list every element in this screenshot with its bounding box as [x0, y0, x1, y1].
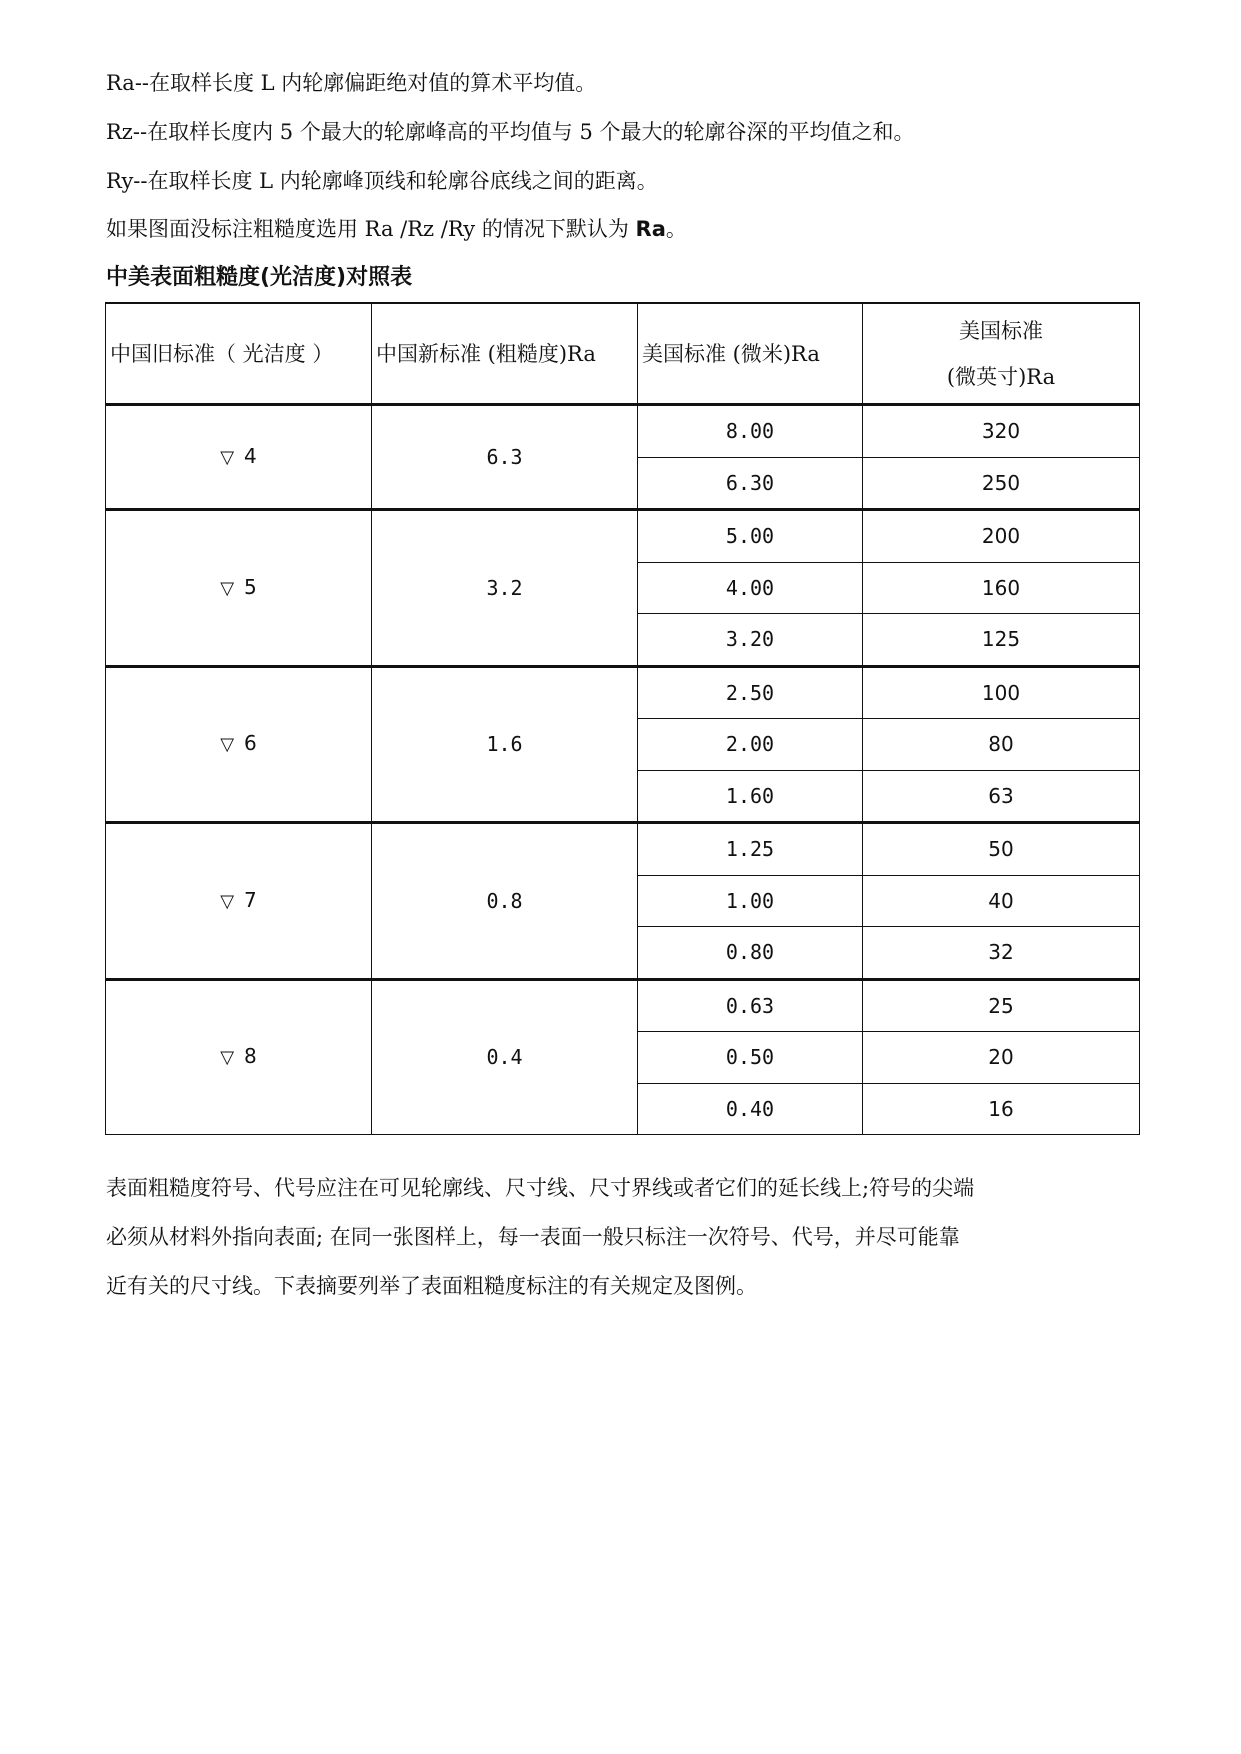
us-ra-microinch: 32 [863, 927, 1140, 980]
finish-triangle-icon: ▽ [220, 1047, 235, 1069]
default-note-ra: Ra [635, 217, 666, 241]
grade-value: 4 [244, 444, 257, 468]
grade-value: 5 [244, 574, 257, 599]
table-row [106, 979, 1140, 1032]
header-new-china: 中国新标准 (粗糙度)Ra [372, 303, 638, 405]
us-ra-micron: 5.00 [638, 510, 863, 563]
us-ra-microinch: 25 [863, 979, 1140, 1032]
us-ra-micron: 4.00 [638, 562, 863, 614]
new-standard-ra: 0.4 [372, 979, 638, 1135]
us-ra-microinch: 80 [863, 719, 1140, 771]
default-note-text: 如果图面没标注粗糙度选用 Ra /Rz /Ry 的情况下默认为 [106, 217, 629, 241]
us-ra-micron: 1.00 [638, 875, 863, 927]
new-standard-ra: 6.3 [372, 405, 638, 510]
default-note [106, 214, 687, 244]
default-note-end: 。 [665, 217, 687, 241]
roughness-comparison-table [105, 302, 1140, 1135]
old-standard-grade [106, 823, 372, 980]
finish-triangle-icon: ▽ [220, 890, 235, 912]
us-ra-microinch: 200 [863, 510, 1140, 563]
us-ra-micron: 1.25 [638, 823, 863, 876]
table-header-row [106, 303, 1140, 405]
header-us-microinch-line1: 美国标准 [959, 318, 1043, 343]
new-standard-ra: 1.6 [372, 666, 638, 823]
new-standard-ra: 3.2 [372, 510, 638, 667]
us-ra-microinch: 125 [863, 614, 1140, 667]
us-ra-microinch: 250 [863, 457, 1140, 510]
us-ra-micron: 8.00 [638, 405, 863, 458]
note-line-1: 表面粗糙度符号、代号应注在可见轮廓线、尺寸线、尺寸界线或者它们的延长线上;符号的尖端 [106, 1176, 975, 1200]
header-us-microinch-line2: (微英寸)Ra [946, 364, 1056, 389]
us-ra-micron: 2.00 [638, 719, 863, 771]
us-ra-micron: 3.20 [638, 614, 863, 667]
us-ra-micron: 0.63 [638, 979, 863, 1032]
finish-triangle-icon: ▽ [220, 577, 235, 599]
table-row [106, 666, 1140, 719]
old-standard-grade [106, 979, 372, 1135]
grade-value: 7 [244, 887, 257, 912]
us-ra-micron: 1.60 [638, 770, 863, 823]
us-ra-micron: 0.50 [638, 1032, 863, 1084]
finish-triangle-icon: ▽ [220, 734, 235, 756]
note-line-2: 必须从材料外指向表面; 在同一张图样上，每一表面一般只标注一次符号、代号，并尽可能靠 [106, 1225, 960, 1249]
header-old-china: 中国旧标准（ 光洁度 ） [106, 303, 372, 405]
table-title: 中美表面粗糙度(光洁度)对照表 [106, 265, 413, 290]
us-ra-micron: 6.30 [638, 457, 863, 510]
us-ra-microinch: 50 [863, 823, 1140, 876]
us-ra-micron: 2.50 [638, 666, 863, 719]
new-standard-ra: 0.8 [372, 823, 638, 980]
old-standard-grade [106, 510, 372, 667]
us-ra-microinch: 16 [863, 1083, 1140, 1135]
table-row [106, 405, 1140, 458]
us-ra-microinch: 63 [863, 770, 1140, 823]
grade-value: 6 [244, 731, 257, 756]
us-ra-microinch: 20 [863, 1032, 1140, 1084]
old-standard-grade [106, 666, 372, 823]
us-ra-microinch: 40 [863, 875, 1140, 927]
us-ra-micron: 0.40 [638, 1083, 863, 1135]
definition-rz: Rz--在取样长度内 5 个最大的轮廓峰高的平均值与 5 个最大的轮廓谷深的平均值之和。 [106, 120, 915, 144]
header-us-microinch [863, 303, 1140, 405]
table-row [106, 510, 1140, 563]
note-line-3: 近有关的尺寸线。下表摘要列举了表面粗糙度标注的有关规定及图例。 [106, 1274, 757, 1298]
definition-ry: Ry--在取样长度 L 内轮廓峰顶线和轮廓谷底线之间的距离。 [106, 169, 658, 193]
definition-ra: Ra--在取样长度 L 内轮廓偏距绝对值的算术平均值。 [106, 71, 597, 95]
finish-triangle-icon: ▽ [220, 447, 235, 468]
grade-value: 8 [244, 1044, 257, 1069]
us-ra-microinch: 320 [863, 405, 1140, 458]
header-us-micron: 美国标准 (微米)Ra [638, 303, 863, 405]
us-ra-microinch: 160 [863, 562, 1140, 614]
table-row [106, 823, 1140, 876]
old-standard-grade [106, 405, 372, 510]
us-ra-micron: 0.80 [638, 927, 863, 980]
us-ra-microinch: 100 [863, 666, 1140, 719]
